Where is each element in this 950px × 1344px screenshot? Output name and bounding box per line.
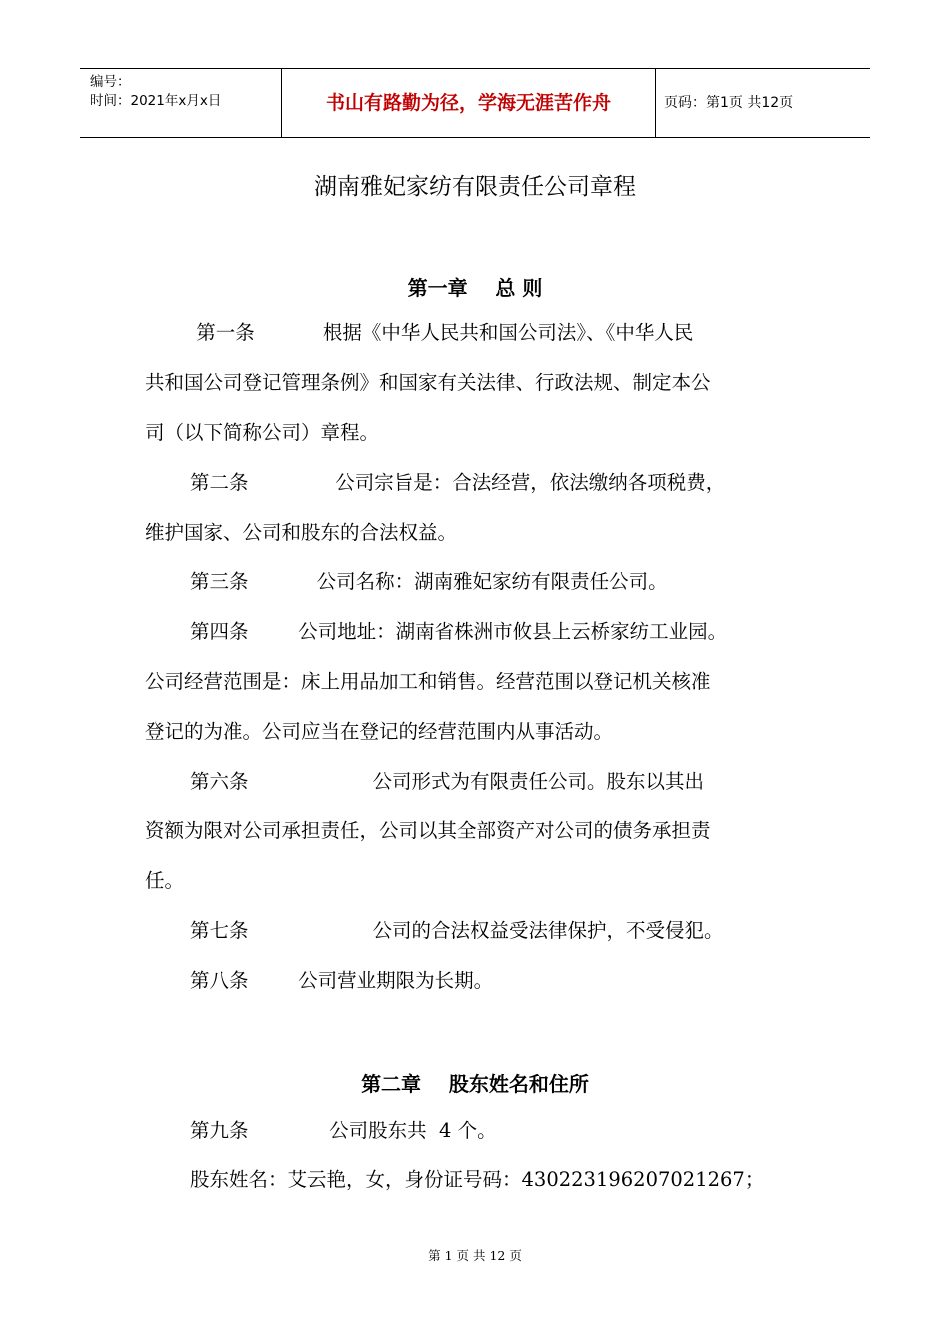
body-line: 登记的为准。公司应当在登记的经营范围内从事活动。 <box>145 720 614 743</box>
header-meta <box>90 73 221 111</box>
body-line: 第九条 公司股东共 4 个。 <box>190 1119 497 1142</box>
body-line: 第七条 公司的合法权益受法律保护，不受侵犯。 <box>190 919 724 942</box>
body-line: 第六条 公司形式为有限责任公司。股东以其出 <box>190 770 704 793</box>
body-line: 股东姓名：艾云艳，女，身份证号码：430223196207021267； <box>190 1168 765 1191</box>
body-line: 第三条 公司名称：湖南雅妃家纺有限责任公司。 <box>190 570 668 593</box>
page-footer: 第 1 页 共 12 页 <box>428 1248 522 1263</box>
body-line: 维护国家、公司和股东的合法权益。 <box>145 521 458 544</box>
header-page-info: 页码：第1页 共12页 <box>664 95 794 111</box>
header-divider <box>655 69 656 137</box>
document-title: 湖南雅妃家纺有限责任公司章程 <box>314 174 636 200</box>
date-label: 时间：2021年x月x日 <box>90 93 222 109</box>
page-header <box>80 68 870 138</box>
body-line: 公司经营范围是：床上用品加工和销售。经营范围以登记机关核准 <box>145 670 711 693</box>
chapter-heading: 第二章 股东姓名和住所 <box>361 1072 589 1096</box>
body-line: 资额为限对公司承担责任，公司以其全部资产对公司的债务承担责 <box>145 819 711 842</box>
body-line: 任。 <box>145 869 185 892</box>
body-line: 第二条 公司宗旨是：合法经营，依法缴纳各项税费， <box>190 471 726 494</box>
body-line: 第八条 公司营业期限为长期。 <box>190 969 494 992</box>
header-motto: 书山有路勤为径，学海无涯苦作舟 <box>325 92 611 114</box>
body-line: 共和国公司登记管理条例》和国家有关法律、行政法规、制定本公 <box>145 371 711 394</box>
body-line: 司（以下简称公司）章程。 <box>145 421 380 444</box>
body-line: 第一条 根据《中华人民共和国公司法》、《中华人民 <box>190 321 694 344</box>
serial-label: 编号： <box>90 74 131 90</box>
body-line: 第四条 公司地址：湖南省株洲市攸县上云桥家纺工业园。 <box>190 620 728 643</box>
chapter-heading: 第一章 总 则 <box>407 276 543 300</box>
